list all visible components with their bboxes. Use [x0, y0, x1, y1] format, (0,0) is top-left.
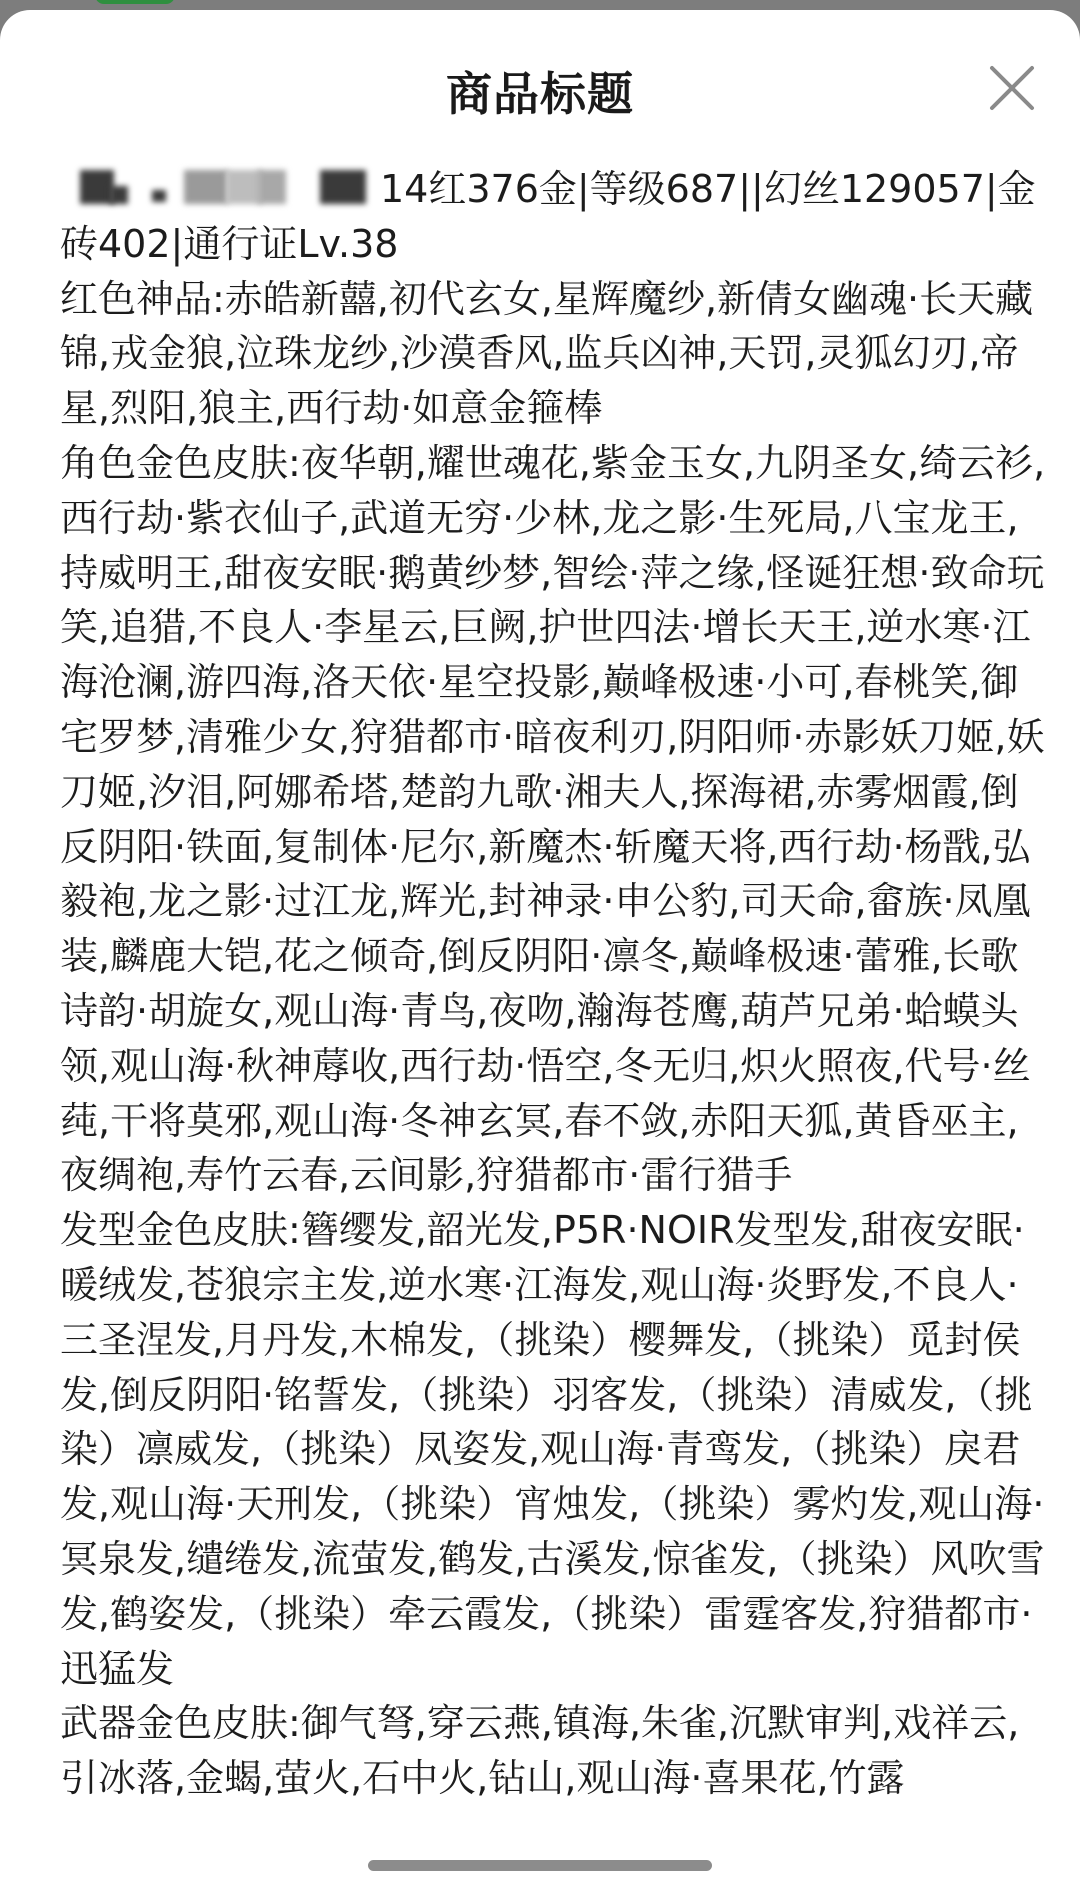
background-button [95, 0, 175, 4]
account-summary [60, 162, 1046, 272]
account-summary-text: 14红376金|等级687||幻丝129057|金砖402|通行证Lv.38 [60, 167, 1036, 266]
red-items: 红色神品:赤皓新囍,初代玄女,星辉魔纱,新倩女幽魂·长天藏锦,戎金狼,泣珠龙纱,沙漠香风,监兵凶神,天罚,灵狐幻刃,帝星,烈阳,狼主,西行劫·如意金箍棒 [60, 276, 1034, 431]
bottom-sheet [0, 10, 1080, 1895]
product-title-text [60, 162, 1046, 1842]
sheet-title: 商品标题 [446, 67, 634, 121]
hair-gold-skins: 发型金色皮肤:簪缨发,韶光发,P5R·NOIR发型发,甜夜安眠·暖绒发,苍狼宗主发,逆水寒·江海发,观山海·炎野发,不良人·三圣涅发,月丹发,木棉发,（挑染）樱舞发,（挑染）觅封侯发,倒反阴阳·铭誓发,（挑染）羽客发,（挑染）清威发,（挑染）凛威发,（挑染）凤姿发,观山海·青鸾发,（挑染）戾君发,观山海·天刑发,（挑染）宵烛发,（挑染）雾灼发,观山海·冥泉发,缱绻发,流萤发,鹤发,古溪发,惊雀发,（挑染）风吹雪发,鹤姿发,（挑染）牵云霞发,（挑染）雷霆客发,狩猎都市·迅猛发 [60, 1208, 1045, 1691]
redacted-text [80, 164, 372, 208]
weapon-gold-skins: 武器金色皮肤:御气弩,穿云燕,镇海,朱雀,沉默审判,戏祥云,引冰落,金蝎,萤火,石中火,钻山,观山海·喜果花,竹露 [60, 1701, 1020, 1801]
home-indicator [368, 1860, 712, 1871]
sheet-header [0, 10, 1080, 155]
close-button[interactable] [982, 58, 1042, 118]
close-icon [982, 58, 1042, 118]
role-gold-skins: 角色金色皮肤:夜华朝,耀世魂花,紫金玉女,九阴圣女,绮云衫,西行劫·紫衣仙子,武道无穷·少林,龙之影·生死局,八宝龙王,持威明王,甜夜安眠·鹅黄纱梦,智绘·萍之缘,怪诞狂想·致命玩笑,追猎,不良人·李星云,巨阙,护世四法·增长天王,逆水寒·江海沧澜,游四海,洛天依·星空投影,巅峰极速·小可,春桃笑,御宅罗梦,清雅少女,狩猎都市·暗夜利刃,阴阳师·赤影妖刀姬,妖刀姬,汐泪,阿娜希塔,楚韵九歌·湘夫人,探海裙,赤雾烟霞,倒反阴阳·铁面,复制体·尼尔,新魔杰·斩魔天将,西行劫·杨戬,弘毅袍,龙之影·过江龙,辉光,封神录·申公豹,司天命,畲族·凤凰装,麟鹿大铠,花之倾奇,倒反阴阳·凛冬,巅峰极速·蕾雅,长歌诗韵·胡旋女,观山海·青鸟,夜吻,瀚海苍鹰,葫芦兄弟·蛤蟆头领,观山海·秋神蓐收,西行劫·悟空,冬无归,炽火照夜,代号·丝莼,干将莫邪,观山海·冬神玄冥,春不敛,赤阳天狐,黄昏巫主,夜绸袍,寿竹云春,云间影,狩猎都市·雷行猎手 [60, 440, 1046, 1198]
